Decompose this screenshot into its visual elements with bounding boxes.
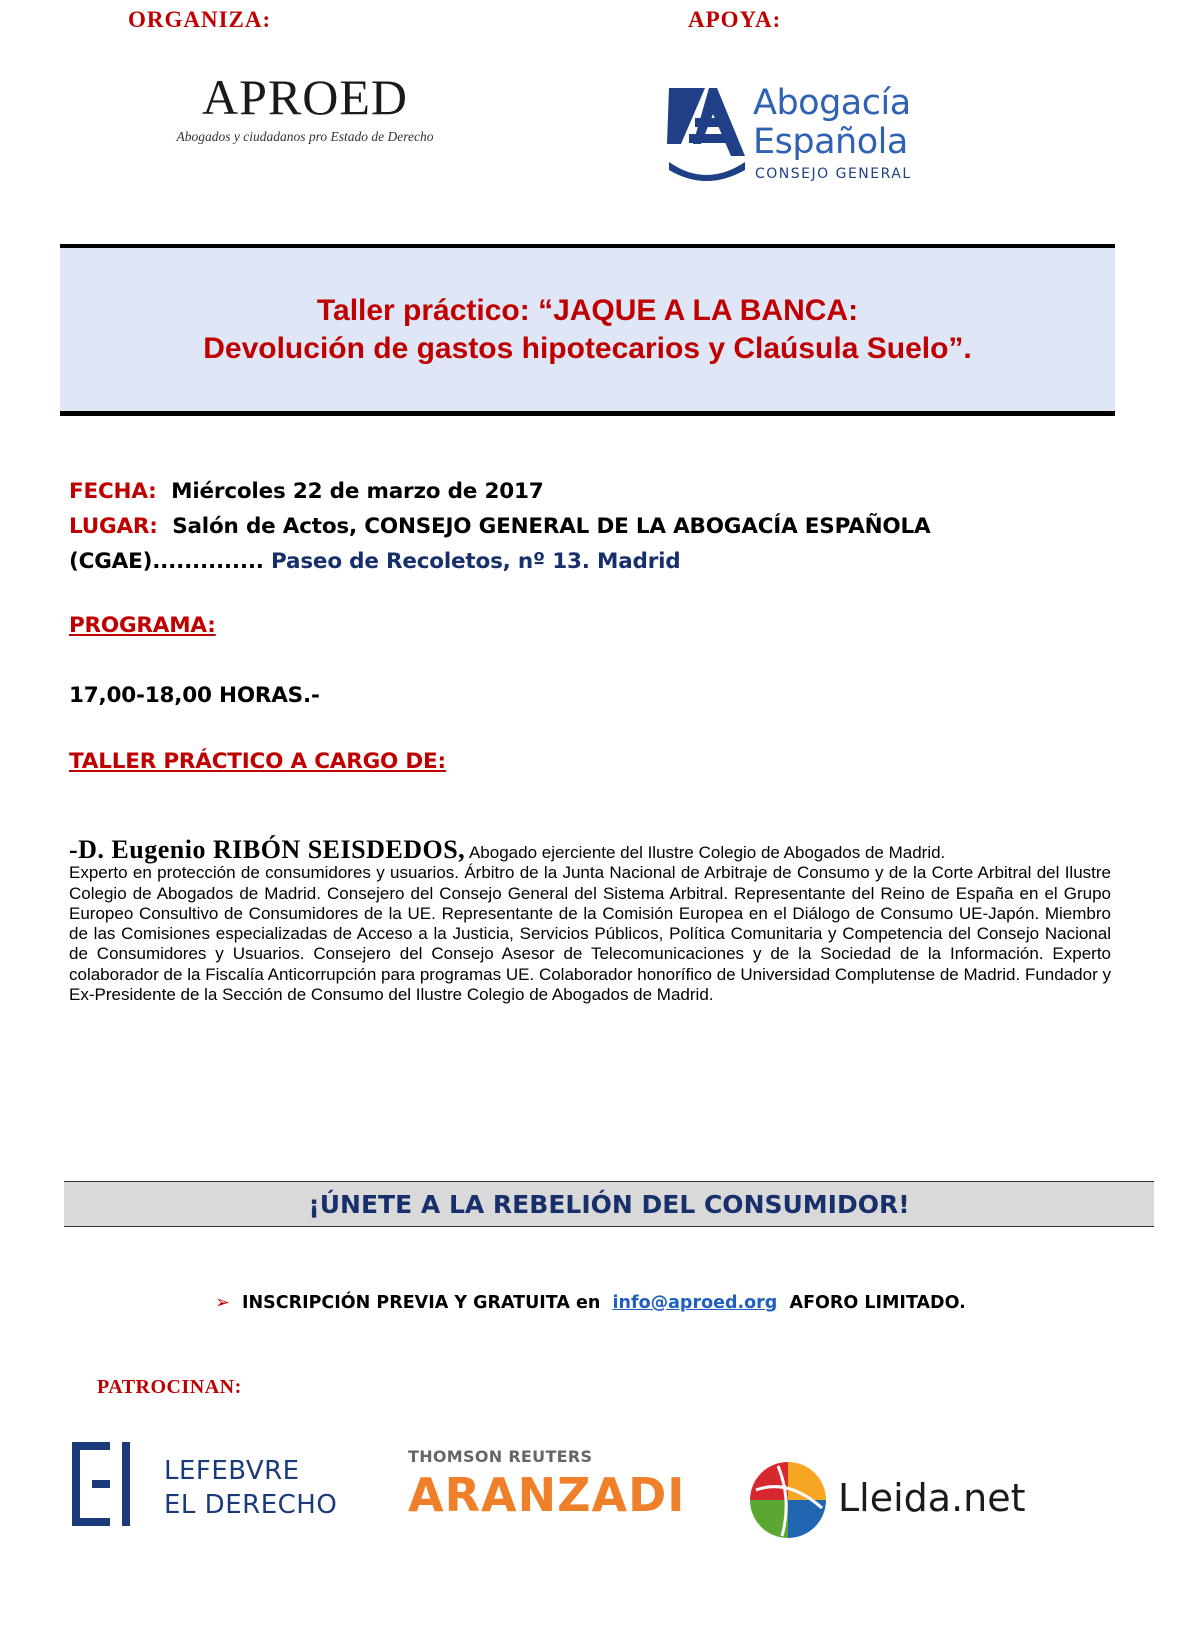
abogacia-logo-line1: Abogacía: [753, 83, 911, 123]
aproed-logo-name: APROED: [201, 69, 409, 125]
lleida-globe-icon: [748, 1460, 828, 1540]
speaker-block: [69, 835, 1111, 1005]
registration-text: INSCRIPCIÓN PREVIA Y GRATUITA en: [242, 1293, 601, 1313]
lleida-text: Lleida.net: [838, 1476, 1026, 1520]
organiza-label: ORGANIZA:: [128, 7, 272, 32]
fecha-label: FECHA:: [69, 479, 157, 504]
abogacia-logo-line2: Española: [753, 122, 908, 162]
lleida-logo: [748, 1460, 1048, 1550]
lugar-address: Paseo de Recoletos, nº 13. Madrid: [271, 549, 681, 574]
lefebvre-line1: LEFEBVRE: [164, 1456, 300, 1486]
aproed-logo: [160, 69, 450, 145]
registration-aforo: AFORO LIMITADO.: [789, 1293, 966, 1313]
apoya-label: APOYA:: [688, 7, 782, 32]
speaker-bio: Experto en protección de consumidores y usuarios. Árbitro de la Junta Nacional de Arbitraje de Consumo y de la Corte Arbitral del Ilustre Colegio de Abogados de Madrid. Consejero del Consejo General del Sistema Arbitral. Representante del Reino de España en el Grupo Europeo Consultivo de Consumidores de la UE. Representante de la Comisión Europea en el Diálogo de Consumo UE-Japón. Miembro de las Comisiones especializadas de Acceso a la Justicia, Servicios Públicos, Política Comunitaria y Competencia del Consejo Nacional de Consumidores y Usuarios. Consejero del Consejo Asesor de Telecomunicaciones y de la Sociedad de la Información. Experto colaborador de la Fiscalía Anticorrupción para programas UE. Colaborador honorífico de Universidad Complutense de Madrid. Fundador y Ex-Presidente de la Sección de Consumo del Ilustre Colegio de Abogados de Madrid.: [69, 863, 1111, 1005]
thomson-reuters-text: THOMSON REUTERS: [408, 1447, 593, 1466]
lugar-line: [69, 509, 930, 544]
speaker-intro-paragraph: [69, 835, 1111, 864]
lugar-line-2: [69, 544, 680, 579]
lefebvre-line2: EL DERECHO: [164, 1490, 338, 1520]
aranzadi-logo: [408, 1447, 688, 1522]
title-line-2: Devolución de gastos hipotecarios y Claúsula Suelo”.: [203, 331, 972, 365]
registration-email-link[interactable]: info@aproed.org: [612, 1293, 778, 1313]
title-band: [60, 244, 1115, 416]
abogacia-logo: [665, 84, 925, 184]
slogan-banner: [64, 1181, 1154, 1227]
fecha-value: Miércoles 22 de marzo de 2017: [171, 479, 544, 504]
programa-label: PROGRAMA:: [69, 613, 216, 638]
lugar-value: Salón de Actos, CONSEJO GENERAL DE LA ABOGACÍA ESPAÑOLA: [172, 514, 931, 539]
aranzadi-text: ARANZADI: [408, 1468, 686, 1522]
lugar-value-2: (CGAE)..............: [69, 549, 264, 574]
title-line-1: Taller práctico: “JAQUE A LA BANCA:: [316, 293, 859, 327]
speaker-intro: Abogado ejerciente del Ilustre Colegio de Abogados de Madrid.: [468, 843, 946, 862]
sponsors-label: PATROCINAN:: [97, 1376, 242, 1398]
registration-line: [0, 1293, 1181, 1313]
slogan-text: ¡ÚNETE A LA REBELIÓN DEL CONSUMIDOR!: [308, 1189, 910, 1219]
taller-label: TALLER PRÁCTICO A CARGO DE:: [69, 749, 446, 774]
horario: 17,00-18,00 HORAS.-: [69, 683, 320, 708]
speaker-name: -D. Eugenio RIBÓN SEISDEDOS,: [69, 835, 466, 864]
arrow-bullet-icon: ➢: [215, 1293, 230, 1313]
abogacia-logo-line3: CONSEJO GENERAL: [755, 166, 912, 182]
lugar-label: LUGAR:: [69, 514, 158, 539]
abogacia-emblem-icon: [665, 84, 747, 184]
lefebvre-logo: [72, 1442, 372, 1532]
lefebvre-emblem-icon: [72, 1442, 144, 1526]
aproed-logo-tagline: Abogados y ciudadanos pro Estado de Derecho: [176, 129, 434, 144]
fecha-line: [69, 474, 544, 509]
